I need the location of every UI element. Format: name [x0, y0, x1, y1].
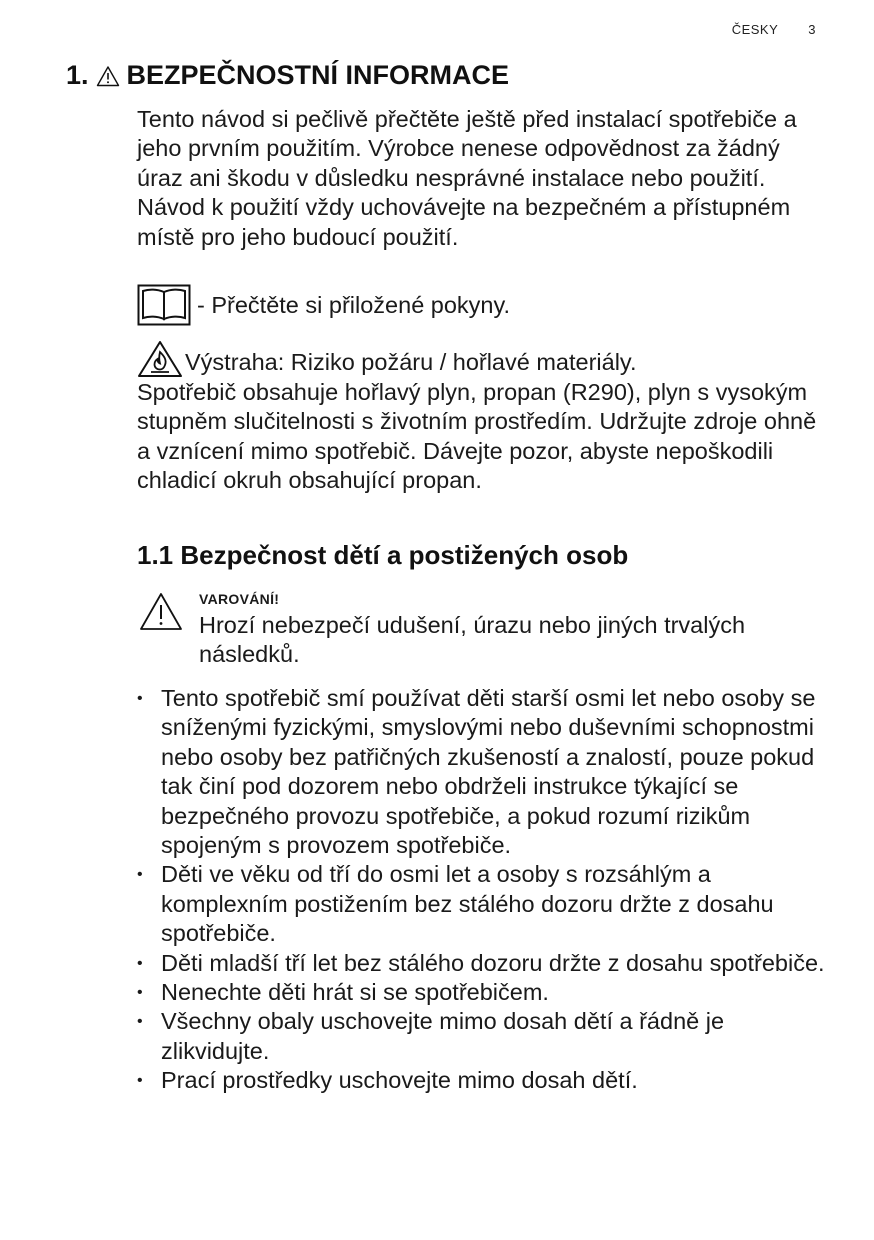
language-label: ČESKY	[731, 22, 779, 37]
read-instructions-text: - Přečtěte si přiložené pokyny.	[197, 291, 511, 318]
list-item: • Tento spotřebič smí používat děti starší osmi let nebo osoby se sníženými fyzickými, smyslovými nebo duševními schopnostmi nebo osoby bez patřičných zkušeností a znalostí, pouze pokud tak činí pod dozorem nebo obdrželi instrukce týkající se bezpečného provozu spotřebiče, a pokud rozumí rizikům spojeným s provozem spotřebiče.	[137, 684, 827, 860]
list-item: • Všechny obaly uschovejte mimo dosah dětí a řádně je zlikvidujte.	[137, 1007, 827, 1066]
warning-text: Hrozí nebezpečí udušení, úrazu nebo jiných trvalých následků.	[199, 612, 746, 668]
open-book-icon	[137, 284, 191, 326]
list-item: • Děti mladší tří let bez stálého dozoru držte z dosahu spotřebiče.	[137, 949, 827, 978]
warning-triangle-icon	[139, 592, 183, 632]
intro-paragraph: Tento návod si pečlivě přečtěte ještě před instalací spotřebiče a jeho prvním použitím. Výrobce nenese odpovědnost za žádný úraz ani škodu v důsledku nesprávné instalace nebo použití. Návod k použití vždy uchovávejte na bezpečném a přístupném místě pro jeho budoucí použití.	[137, 106, 797, 250]
list-item: • Prací prostředky uschovejte mimo dosah dětí.	[137, 1066, 827, 1095]
page-number: 3	[808, 22, 816, 37]
section-number: 1.	[66, 60, 89, 90]
list-item: • Děti ve věku od tří do osmi let a osoby s rozsáhlým a komplexním postižením bez stálého dozoru držte z dosahu spotřebiče.	[137, 860, 827, 948]
flammable-warning-lead: Výstraha: Riziko požáru / hořlavé materiály.	[185, 349, 637, 375]
section-title-text: BEZPEČNOSTNÍ INFORMACE	[126, 60, 510, 90]
read-instructions-line	[137, 284, 510, 326]
section-title	[66, 60, 509, 91]
safety-bullet-list	[137, 684, 827, 1096]
warning-triangle-icon	[96, 65, 120, 87]
page-header	[732, 22, 816, 37]
flammable-warning-paragraph	[137, 340, 827, 496]
list-item: • Nenechte děti hrát si se spotřebičem.	[137, 978, 827, 1007]
flammable-warning-body: Spotřebič obsahuje hořlavý plyn, propan (R290), plyn s vysokým stupněm slučitelnosti s životním prostředím. Udržujte zdroje ohně a vznícení mimo spotřebič. Dávejte pozor, abyste nepoškodili chladicí okruh obsahující propan.	[137, 379, 817, 494]
flammable-warning-icon	[137, 340, 183, 378]
subsection-title: 1.1 Bezpečnost dětí a postižených osob	[137, 540, 629, 570]
warning-label: VAROVÁNÍ!	[199, 591, 280, 607]
